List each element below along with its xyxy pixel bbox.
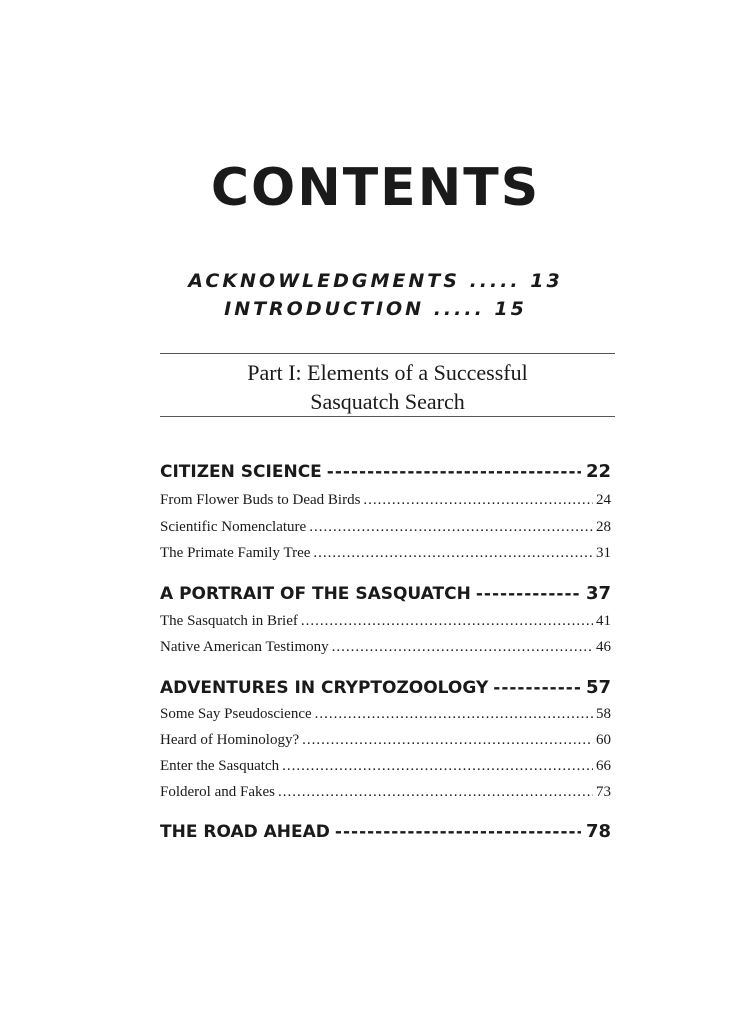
leader-dashes — [493, 678, 581, 698]
front-matter-acknowledgments[interactable] — [0, 270, 751, 292]
part-heading-line2: Sasquatch Search — [310, 389, 465, 414]
chapter-title: A PORTRAIT OF THE SASQUATCH — [160, 584, 471, 604]
front-matter-separator: ..... — [433, 298, 485, 320]
toc-entry[interactable] — [160, 706, 611, 728]
chapter-adventures-in-cryptozoology[interactable] — [160, 677, 611, 703]
leader-dashes — [335, 822, 581, 842]
entry-page: 28 — [596, 519, 611, 535]
entry-title: Folderol and Fakes — [160, 784, 275, 800]
front-matter-label: ACKNOWLEDGMENTS — [188, 270, 460, 292]
entry-page: 41 — [596, 613, 611, 629]
toc-entry[interactable] — [160, 492, 611, 514]
front-matter-separator: ..... — [469, 270, 521, 292]
leader-dots — [332, 639, 593, 656]
entry-page: 24 — [596, 492, 611, 508]
chapter-portrait-of-the-sasquatch[interactable] — [160, 583, 611, 609]
front-matter-introduction[interactable] — [0, 298, 751, 320]
entry-page: 46 — [596, 639, 611, 655]
part-heading — [160, 353, 615, 417]
leader-dots — [315, 706, 593, 723]
chapter-page: 57 — [585, 677, 611, 698]
front-matter-label: INTRODUCTION — [224, 298, 425, 320]
chapter-page: 78 — [585, 821, 611, 842]
leader-dots — [282, 758, 593, 775]
toc-entry[interactable] — [160, 732, 611, 754]
page-title: CONTENTS — [210, 158, 541, 218]
entry-title: Enter the Sasquatch — [160, 758, 280, 774]
toc-entry[interactable] — [160, 758, 611, 780]
toc-entry[interactable] — [160, 639, 611, 661]
toc-entry[interactable] — [160, 784, 611, 806]
leader-dots — [313, 545, 593, 562]
chapter-page: 22 — [585, 461, 611, 482]
chapter-title: THE ROAD AHEAD — [160, 822, 330, 842]
part-heading-line1: Part I: Elements of a Successful — [247, 360, 528, 385]
leader-dots — [363, 492, 593, 509]
leader-dots — [301, 613, 593, 630]
leader-dots — [309, 519, 593, 536]
leader-dashes — [327, 462, 581, 482]
entry-title: The Primate Family Tree — [160, 545, 311, 561]
leader-dots — [278, 784, 593, 801]
entry-page: 31 — [596, 545, 611, 561]
entry-title: From Flower Buds to Dead Birds — [160, 492, 361, 508]
toc-entry[interactable] — [160, 545, 611, 567]
entry-title: The Sasquatch in Brief — [160, 613, 298, 629]
entry-page: 58 — [596, 706, 611, 722]
entry-page: 73 — [596, 784, 611, 800]
entry-page: 66 — [596, 758, 611, 774]
chapter-title: ADVENTURES IN CRYPTOZOOLOGY — [160, 678, 489, 698]
leader-dots — [302, 732, 593, 749]
entry-title: Native American Testimony — [160, 639, 329, 655]
chapter-page: 37 — [585, 583, 611, 604]
entry-title: Scientific Nomenclature — [160, 519, 307, 535]
chapter-the-road-ahead[interactable] — [160, 821, 611, 847]
entry-title: Heard of Hominology? — [160, 732, 300, 748]
leader-dashes — [476, 584, 581, 604]
entry-title: Some Say Pseudoscience — [160, 706, 312, 722]
front-matter-page: 15 — [494, 298, 527, 320]
front-matter-page: 13 — [530, 270, 563, 292]
chapter-citizen-science[interactable] — [160, 461, 611, 487]
entry-page: 60 — [596, 732, 611, 748]
chapter-title: CITIZEN SCIENCE — [160, 462, 322, 482]
toc-entry[interactable] — [160, 613, 611, 635]
toc-entry[interactable] — [160, 519, 611, 541]
